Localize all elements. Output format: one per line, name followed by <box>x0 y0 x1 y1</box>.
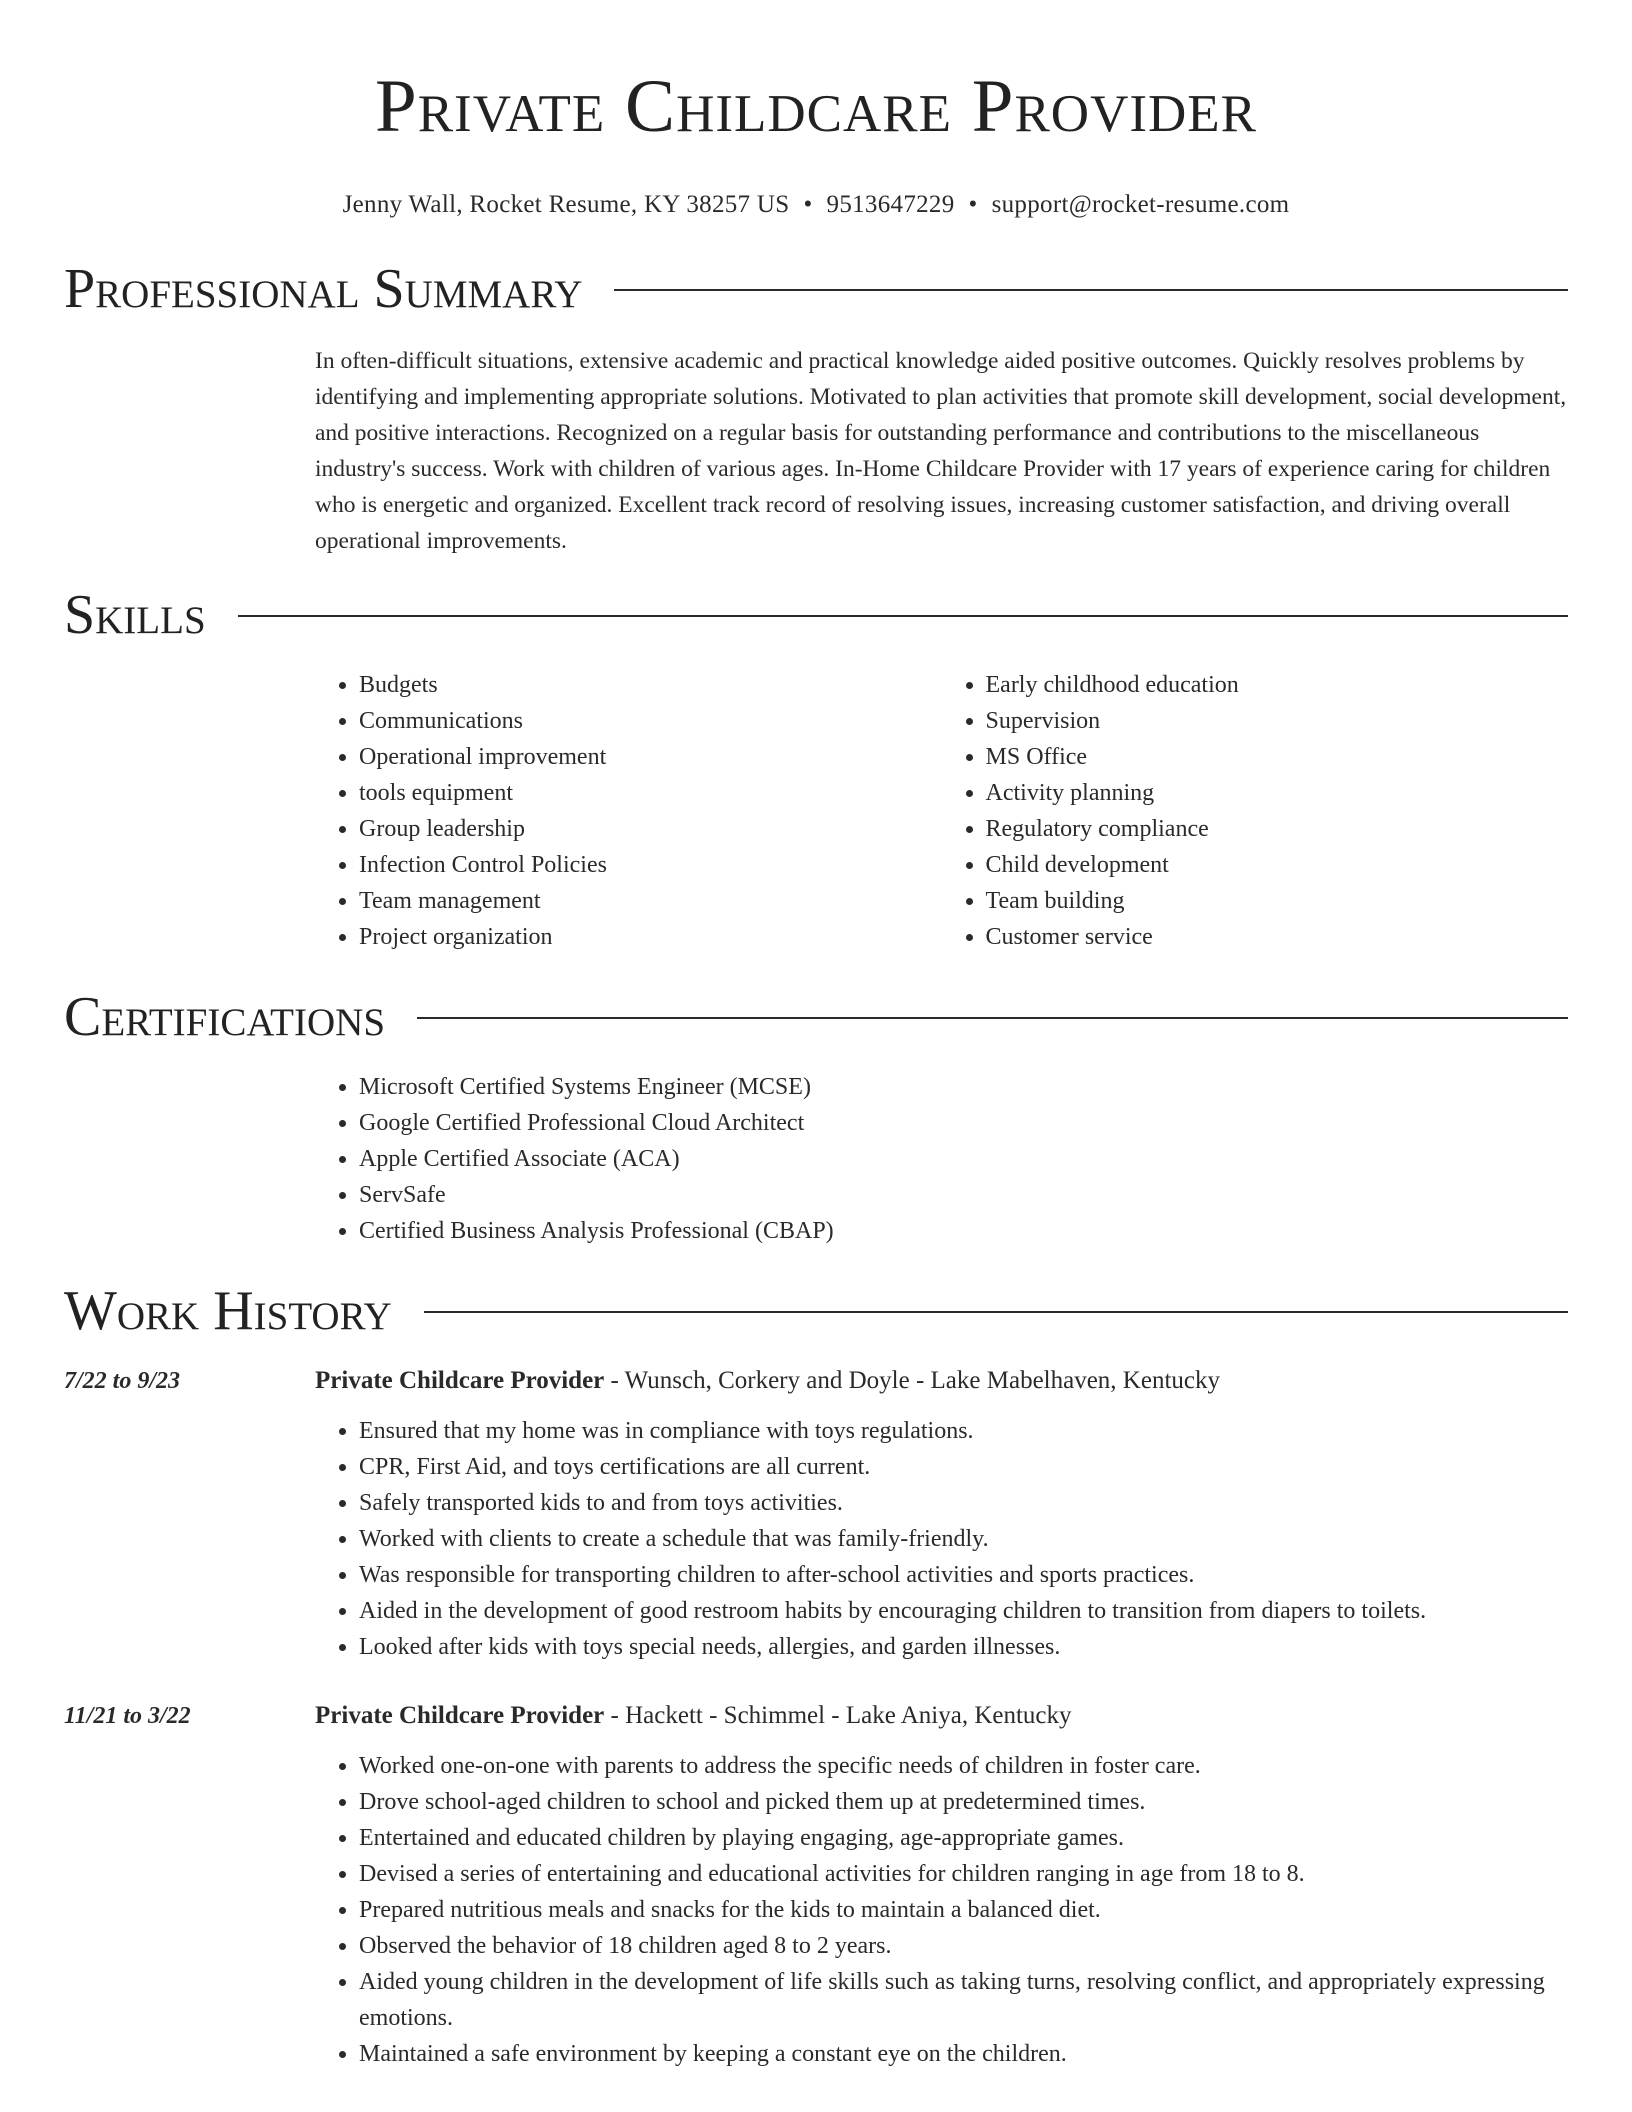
contact-separator: • <box>803 191 813 218</box>
job-dates: 11/21 to 3/22 <box>64 1703 191 1729</box>
page-title: Private Childcare Provider <box>374 65 1257 148</box>
skills-heading: Skills <box>64 584 206 646</box>
job-header <box>64 1698 1568 1734</box>
job-duty: • Worked with clients to create a schedule that was family-friendly. <box>359 1521 1568 1557</box>
job-heading <box>315 1698 1072 1734</box>
job-duty: • Maintained a safe environment by keeping a constant eye on the children. <box>359 2036 1568 2072</box>
job-dates: 7/22 to 9/23 <box>64 1368 181 1394</box>
skill-item: • Regulatory compliance <box>986 811 1569 847</box>
job-heading <box>315 1363 1220 1399</box>
skill-item: • Operational improvement <box>359 739 942 775</box>
job-duty: • Aided young children in the development of life skills such as taking turns, resolving conflict, and appropriately expressing emotions. <box>359 1964 1568 2036</box>
job-duty: • CPR, First Aid, and toys certifications are all current. <box>359 1449 1568 1485</box>
skill-item: • Communications <box>359 703 942 739</box>
job-duty: • Worked one-on-one with parents to address the specific needs of children in foster care. <box>359 1748 1568 1784</box>
skills-list-left <box>315 667 942 955</box>
job-duties-list <box>315 1748 1568 2072</box>
skill-item: • Team management <box>359 883 942 919</box>
certification-item: • Certified Business Analysis Professional (CBAP) <box>359 1213 1568 1249</box>
job-duty: • Devised a series of entertaining and educational activities for children ranging in age from 18 to 8. <box>359 1856 1568 1892</box>
certifications-list <box>315 1069 1568 1249</box>
skill-item: • Group leadership <box>359 811 942 847</box>
certification-item: • ServSafe <box>359 1177 1568 1213</box>
skill-item: • Infection Control Policies <box>359 847 942 883</box>
skill-item: • Child development <box>986 847 1569 883</box>
job-entry <box>64 1363 1568 1665</box>
skill-item: • Supervision <box>986 703 1569 739</box>
job-role: Private Childcare Provider <box>315 1702 605 1729</box>
section-divider <box>424 1311 1568 1313</box>
skill-item: • tools equipment <box>359 775 942 811</box>
skill-item: • Customer service <box>986 919 1569 955</box>
job-duties-list <box>315 1413 1568 1665</box>
job-entry <box>64 1698 1568 2072</box>
skill-item: • Team building <box>986 883 1569 919</box>
skill-item: • Early childhood education <box>986 667 1569 703</box>
certification-item: • Google Certified Professional Cloud Architect <box>359 1105 1568 1141</box>
summary-heading: Professional Summary <box>64 258 583 320</box>
certification-item: • Apple Certified Associate (ACA) <box>359 1141 1568 1177</box>
contact-phone: 9513647229 <box>826 191 955 218</box>
job-duty: • Entertained and educated children by playing engaging, age-appropriate games. <box>359 1820 1568 1856</box>
section-divider <box>238 615 1568 617</box>
skill-item: • MS Office <box>986 739 1569 775</box>
contact-line <box>64 190 1568 220</box>
contact-email: support@rocket-resume.com <box>991 191 1290 218</box>
section-divider <box>417 1017 1568 1019</box>
summary-text: In often-difficult situations, extensive academic and practical knowledge aided positive outcomes. Quickly resolves problems by identifying and implementing appropriate solutions. Motivated to plan activities that promote skill development, social development, and positive interactions. Recognized on a regular basis for outstanding performance and contributions to the miscellaneous industry's success. Work with children of various ages. In-Home Childcare Provider with 17 years of experience caring for children who is energetic and organized. Excellent track record of resolving issues, increasing customer satisfaction, and driving overall operational improvements. <box>315 348 1567 554</box>
job-duty: • Observed the behavior of 18 children aged 8 to 2 years. <box>359 1928 1568 1964</box>
certification-item: • Microsoft Certified Systems Engineer (MCSE) <box>359 1069 1568 1105</box>
contact-separator: • <box>968 191 978 218</box>
certifications-header <box>64 985 1568 1049</box>
job-employer: - Hackett - Schimmel - Lake Aniya, Kentucky <box>604 1702 1072 1729</box>
job-header <box>64 1363 1568 1399</box>
summary-header <box>64 257 1568 321</box>
skills-header <box>64 583 1568 647</box>
skill-item: • Activity planning <box>986 775 1569 811</box>
skills-section <box>64 583 1568 955</box>
certifications-heading: Certifications <box>64 986 386 1048</box>
skills-grid <box>315 667 1568 955</box>
work-history-header <box>64 1279 1568 1343</box>
job-duty: • Safely transported kids to and from toys activities. <box>359 1485 1568 1521</box>
job-role: Private Childcare Provider <box>315 1367 605 1394</box>
job-duty: • Aided in the development of good restroom habits by encouraging children to transition from diapers to toilets. <box>359 1593 1568 1629</box>
job-duty: • Was responsible for transporting children to after-school activities and sports practices. <box>359 1557 1568 1593</box>
skills-list-right <box>942 667 1569 955</box>
job-duty: • Ensured that my home was in compliance with toys regulations. <box>359 1413 1568 1449</box>
work-history-heading: Work History <box>64 1280 392 1342</box>
job-duty: • Looked after kids with toys special needs, allergies, and garden illnesses. <box>359 1629 1568 1665</box>
section-divider <box>614 289 1568 291</box>
skill-item: • Project organization <box>359 919 942 955</box>
skill-item: • Budgets <box>359 667 942 703</box>
work-history-section <box>64 1279 1568 2072</box>
certifications-section <box>64 985 1568 1249</box>
contact-address: Jenny Wall, Rocket Resume, KY 38257 US <box>342 191 790 218</box>
job-duty: • Prepared nutritious meals and snacks for the kids to maintain a balanced diet. <box>359 1892 1568 1928</box>
job-duty: • Drove school-aged children to school and picked them up at predetermined times. <box>359 1784 1568 1820</box>
summary-section <box>64 257 1568 559</box>
job-employer: - Wunsch, Corkery and Doyle - Lake Mabelhaven, Kentucky <box>604 1367 1220 1394</box>
